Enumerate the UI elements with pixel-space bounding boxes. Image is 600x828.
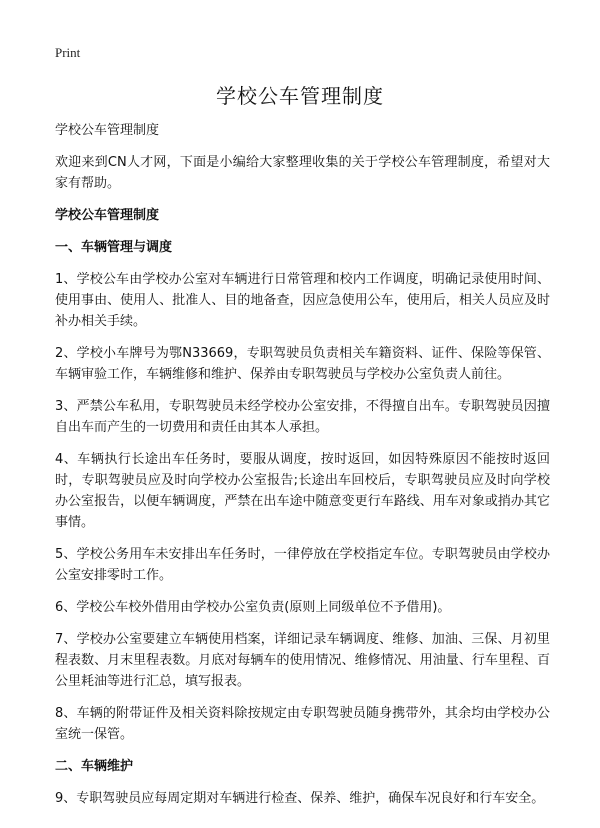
list-item: 9、专职驾驶员应每周定期对车辆进行检查、保养、维护，确保车况良好和行车安全。 bbox=[55, 791, 545, 806]
heading-vehicle-maintenance: 二、车辆维护 bbox=[55, 759, 134, 774]
list-item: 6、学校公车校外借用由学校办公室负责(原则上同级单位不予借用)。 bbox=[55, 600, 451, 615]
print-link[interactable]: Print bbox=[55, 45, 81, 60]
article-body bbox=[55, 120, 550, 820]
list-item: 3、严禁公车私用，专职驾驶员未经学校办公室安排，不得擅自出车。专职驾驶员因擅自出车而产生的一切费用和责任由其本人承担。 bbox=[55, 399, 550, 435]
heading-vehicle-management: 一、车辆管理与调度 bbox=[55, 240, 173, 255]
list-item: 2、学校小车牌号为鄂N33669，专职驾驶员负责相关车籍资料、证件、保险等保管、车辆审验工作，车辆维修和维护、保养由专职驾驶员与学校办公室负责人前往。 bbox=[55, 346, 550, 382]
section-title: 学校公车管理制度 bbox=[55, 208, 160, 223]
article-subtitle: 学校公车管理制度 bbox=[55, 123, 160, 138]
list-item: 8、车辆的附带证件及相关资料除按规定由专职驾驶员随身携带外，其余均由学校办公室统一保管。 bbox=[55, 706, 550, 742]
intro-paragraph: 欢迎来到CN人才网，下面是小编给大家整理收集的关于学校公车管理制度，希望对大家有帮助。 bbox=[55, 155, 550, 191]
list-item: 4、车辆执行长途出车任务时，要服从调度，按时返回，如因特殊原因不能按时返回时，专职驾驶员应及时向学校办公室报告;长途出车回校后，专职驾驶员应及时向学校办公室报告，以便车辆调度，严禁在出车途中随意变更行车路线、用车对象或捎办其它事情。 bbox=[55, 452, 550, 530]
list-item: 7、学校办公室要建立车辆使用档案，详细记录车辆调度、维修、加油、三保、月初里程表数、月末里程表数。月底对每辆车的使用情况、维修情况、用油量、行车里程、百公里耗油等进行汇总，填写报表。 bbox=[55, 632, 550, 689]
list-item: 5、学校公务用车未安排出车任务时，一律停放在学校指定车位。专职驾驶员由学校办公室安排零时工作。 bbox=[55, 547, 550, 583]
page-title: 学校公车管理制度 bbox=[216, 84, 384, 108]
list-item: 1、学校公车由学校办公室对车辆进行日常管理和校内工作调度，明确记录使用时间、使用事由、使用人、批准人、目的地备查，因应急使用公车，使用后，相关人员应及时补办相关手续。 bbox=[55, 272, 550, 329]
